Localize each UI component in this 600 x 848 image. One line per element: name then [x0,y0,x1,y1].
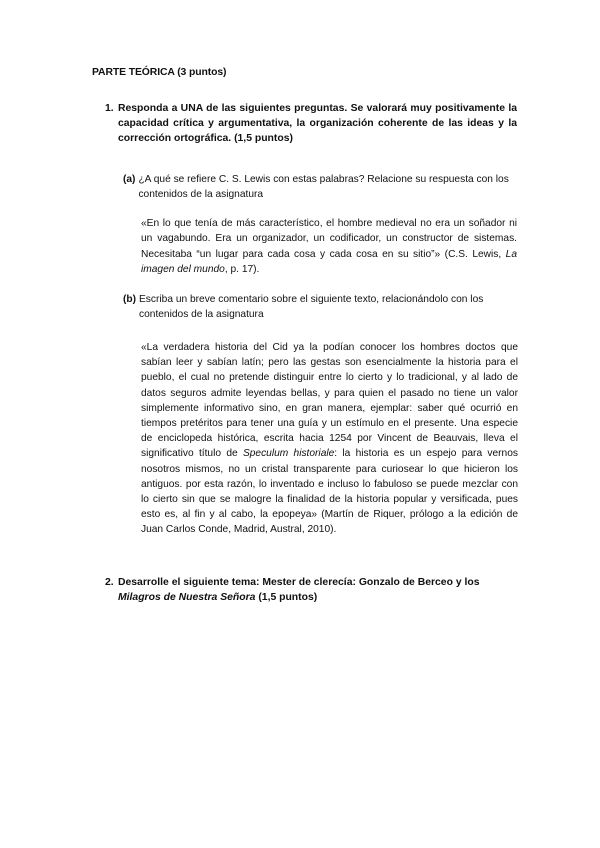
quote-lewis-citation-title: La imagen del mundo [141,248,517,275]
option-b-marker: (b) [123,294,137,305]
option-b [123,292,518,322]
option-a-marker: (a) [123,174,136,185]
quote-riquer-part1: «La verdadera historia del Cid ya la podían conocer los hombres doctos que sabían leer y sabían latín; pero las gestas son esencialmente la historia para el pueblo, el cual no pretende distinguir entre lo cierto y lo tradicional, y al lado de datos seguros admite leyendas bellas, y para quien el pasado no tiene un valor simplemente informativo sino, en gran manera, ejemplar: saber qué ocurrió en tiempos pretéritos para tener una guía y un estímulo en el presente. Una especie de enciclopeda histórica, escrita hacia 1254 por Vincent de Beauvais, lleva el significativo título de [141,342,518,460]
option-a-prompt: ¿A qué se refiere C. S. Lewis con estas palabras? Relacione su respuesta con los contenidos de la asignatura [138,174,509,200]
question-1 [105,101,517,146]
option-b-prompt: Escriba un breve comentario sobre el siguiente texto, relacionándolo con los contenidos de la asignatura [139,294,484,320]
section-heading: PARTE TEÓRICA (3 puntos) [92,67,227,78]
quote-lewis-text: «En lo que tenía de más característico, el hombre medieval no era un soñador ni un vagabundo. Era un organizador, un codificador, un constructor de sistemas. Necesitaba “un lugar para cada cosa y cada cosa en su sitio”» [141,218,517,260]
question-2-text [118,575,525,605]
quote-riquer [141,340,518,538]
question-2 [105,575,525,605]
quote-lewis-citation-prefix: (C.S. Lewis, [440,248,506,260]
quote-riquer-title: Speculum historiale [242,448,335,460]
option-a [123,172,518,202]
question-1-number: 1. [105,103,114,114]
question-1-text: Responda a UNA de las siguientes preguntas. Se valorará muy positivamente la capacidad crítica y argumentativa, la organización coherente de las ideas y la corrección ortográfica. (1,5 puntos) [118,103,517,144]
question-2-number: 2. [105,577,114,588]
question-2-text-prefix: Desarrolle el siguiente tema: Mester de clerecía: Gonzalo de Berceo y los [118,577,480,588]
question-2-text-suffix: (1,5 puntos) [255,592,318,603]
quote-lewis-citation-suffix: , p. 17). [224,263,260,275]
quote-riquer-part2: : la historia es un espejo para vernos nosotros mismos, no un cristal transparente para curiosear lo que hicieron los antiguos. por esta razón, lo inventado e incluso lo fabuloso se puede mezclar con lo cierto sin que se malogre la finalidad de la historia popular y versificada, pues esto es, al fin y al cabo, la epopeya» (Martín de Riquer, prólogo a la edición de Juan Carlos Conde, Madrid, Austral, 2010). [141,448,518,536]
quote-lewis [141,216,517,277]
question-2-text-title: Milagros de Nuestra Señora [118,592,256,603]
